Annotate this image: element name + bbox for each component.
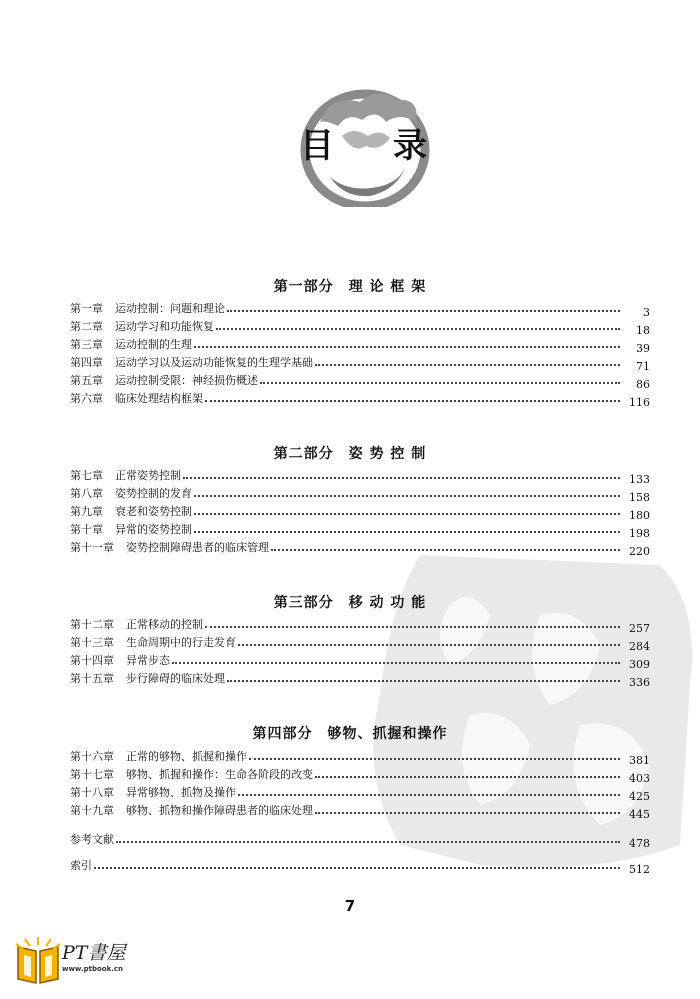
back-matter-list — [70, 828, 650, 876]
part-4-title: 第四部分 够物、抓握和操作 — [252, 726, 448, 742]
page-ref: 18 — [636, 324, 650, 337]
chapter-title: 够物、抓物和操作障碍患者的临床处理 — [126, 804, 313, 817]
chapter-title: 衰老和姿势控制 — [115, 505, 192, 518]
chapter-number: 第十三章 — [70, 636, 114, 649]
page-ref: 71 — [636, 360, 650, 373]
dot-leader — [227, 680, 620, 682]
dot-leader — [94, 867, 620, 869]
part-1-list — [70, 297, 650, 409]
page-ref: 336 — [629, 676, 650, 689]
chapter-number: 第三章 — [70, 338, 103, 351]
chapter-number: 第十一章 — [70, 541, 114, 554]
toc-entry[interactable] — [70, 631, 650, 653]
page-ref: 284 — [629, 640, 650, 653]
toc-entry[interactable] — [70, 482, 650, 504]
page-ref: 512 — [629, 863, 650, 876]
toc-entry[interactable] — [70, 297, 650, 319]
chapter-number: 第十六章 — [70, 750, 114, 763]
chapter-number: 第十五章 — [70, 672, 114, 685]
part-3-list — [70, 613, 650, 689]
toc-entry[interactable] — [70, 763, 650, 785]
chapter-title: 步行障碍的临床处理 — [126, 672, 225, 685]
chapter-title: 运动控制的生理 — [115, 338, 192, 351]
part-2-title: 第二部分 姿 势 控 制 — [273, 446, 427, 462]
index-title: 索引 — [70, 859, 92, 872]
dot-leader — [238, 644, 620, 646]
dot-leader — [183, 477, 620, 479]
chapter-number: 第五章 — [70, 374, 103, 387]
page-ref: 309 — [629, 658, 650, 671]
page-ref: 257 — [629, 622, 650, 635]
toc-entry-index[interactable] — [70, 854, 650, 876]
chapter-title: 正常移动的控制 — [126, 618, 203, 631]
dot-leader — [116, 841, 620, 843]
logo-url: www.ptbook.cn — [62, 965, 124, 973]
toc-entry[interactable] — [70, 387, 650, 409]
dot-leader — [315, 812, 620, 814]
chapter-number: 第八章 — [70, 487, 103, 500]
logo-name: PT書屋 — [62, 942, 126, 964]
chapter-number: 第九章 — [70, 505, 103, 518]
chapter-title: 运动学习和功能恢复 — [115, 320, 214, 333]
toc-entry-references[interactable] — [70, 828, 650, 850]
chapter-number: 第十九章 — [70, 804, 114, 817]
chapter-title: 够物、抓握和操作：生命各阶段的改变 — [126, 768, 313, 781]
toc-entry[interactable] — [70, 315, 650, 337]
dot-leader — [205, 400, 620, 402]
dot-leader — [271, 549, 620, 551]
page-ref: 158 — [629, 491, 650, 504]
toc-entry[interactable] — [70, 745, 650, 767]
chapter-title: 运动学习以及运动功能恢复的生理学基础 — [115, 356, 313, 369]
toc-entry[interactable] — [70, 649, 650, 671]
part-4-list — [70, 745, 650, 821]
toc-entry[interactable] — [70, 351, 650, 373]
dot-leader — [227, 310, 620, 312]
toc-entry[interactable] — [70, 464, 650, 486]
part-2-list — [70, 464, 650, 558]
references-title: 参考文献 — [70, 833, 114, 846]
page-ref: 133 — [629, 473, 650, 486]
toc-entry[interactable] — [70, 613, 650, 635]
part-1-title: 第一部分 理 论 框 架 — [273, 279, 427, 295]
dot-leader — [315, 776, 620, 778]
toc-entry[interactable] — [70, 333, 650, 355]
chapter-title: 姿势控制障碍患者的临床管理 — [126, 541, 269, 554]
part-3-title: 第三部分 移 动 功 能 — [273, 595, 427, 611]
chapter-title: 运动控制：问题和理论 — [115, 302, 225, 315]
page-ref: 198 — [629, 527, 650, 540]
chapter-number: 第十四章 — [70, 654, 114, 667]
toc-entry[interactable] — [70, 518, 650, 540]
dot-leader — [260, 382, 620, 384]
chapter-title: 运动控制受限：神经损伤概述 — [115, 374, 258, 387]
dot-leader — [238, 794, 620, 796]
page-ref: 445 — [629, 808, 650, 821]
page-ref: 403 — [629, 772, 650, 785]
chapter-title: 异常够物、抓物及操作 — [126, 786, 236, 799]
chapter-title: 正常姿势控制 — [115, 469, 181, 482]
dot-leader — [194, 346, 620, 348]
chapter-title: 临床处理结构框架 — [115, 392, 203, 405]
chapter-title: 正常的够物、抓握和操作 — [126, 750, 247, 763]
page-ref: 3 — [643, 306, 650, 319]
chapter-number: 第十八章 — [70, 786, 114, 799]
chapter-title: 生命周期中的行走发育 — [126, 636, 236, 649]
toc-entry[interactable] — [70, 500, 650, 522]
chapter-title: 姿势控制的发育 — [115, 487, 192, 500]
dot-leader — [194, 495, 620, 497]
chapter-number: 第十七章 — [70, 768, 114, 781]
page-ref: 39 — [636, 342, 650, 355]
page-ref: 220 — [629, 545, 650, 558]
page-ref: 381 — [629, 754, 650, 767]
page-ref: 86 — [636, 378, 650, 391]
heading-char-right: 录 — [393, 126, 427, 166]
toc-entry[interactable] — [70, 667, 650, 689]
page-ref: 478 — [629, 837, 650, 850]
page-ref: 116 — [629, 396, 650, 409]
chapter-title: 异常步态 — [126, 654, 170, 667]
dot-leader — [315, 364, 620, 366]
page-ref: 180 — [629, 509, 650, 522]
dot-leader — [249, 758, 620, 760]
dot-leader — [194, 513, 620, 515]
chapter-number: 第十章 — [70, 523, 103, 536]
heading-char-left: 目 — [300, 126, 334, 166]
toc-entry[interactable] — [70, 799, 650, 821]
chapter-number: 第一章 — [70, 302, 103, 315]
chapter-title: 异常的姿势控制 — [115, 523, 192, 536]
chapter-number: 第六章 — [70, 392, 103, 405]
dot-leader — [216, 328, 620, 330]
dot-leader — [172, 662, 620, 664]
page-number: 7 — [344, 897, 356, 915]
chapter-number: 第七章 — [70, 469, 103, 482]
dot-leader — [205, 626, 620, 628]
dot-leader — [194, 531, 620, 533]
chapter-number: 第四章 — [70, 356, 103, 369]
toc-entry[interactable] — [70, 781, 650, 803]
toc-entry[interactable] — [70, 536, 650, 558]
toc-entry[interactable] — [70, 369, 650, 391]
chapter-number: 第十二章 — [70, 618, 114, 631]
chapter-number: 第二章 — [70, 320, 103, 333]
page-ref: 425 — [629, 790, 650, 803]
